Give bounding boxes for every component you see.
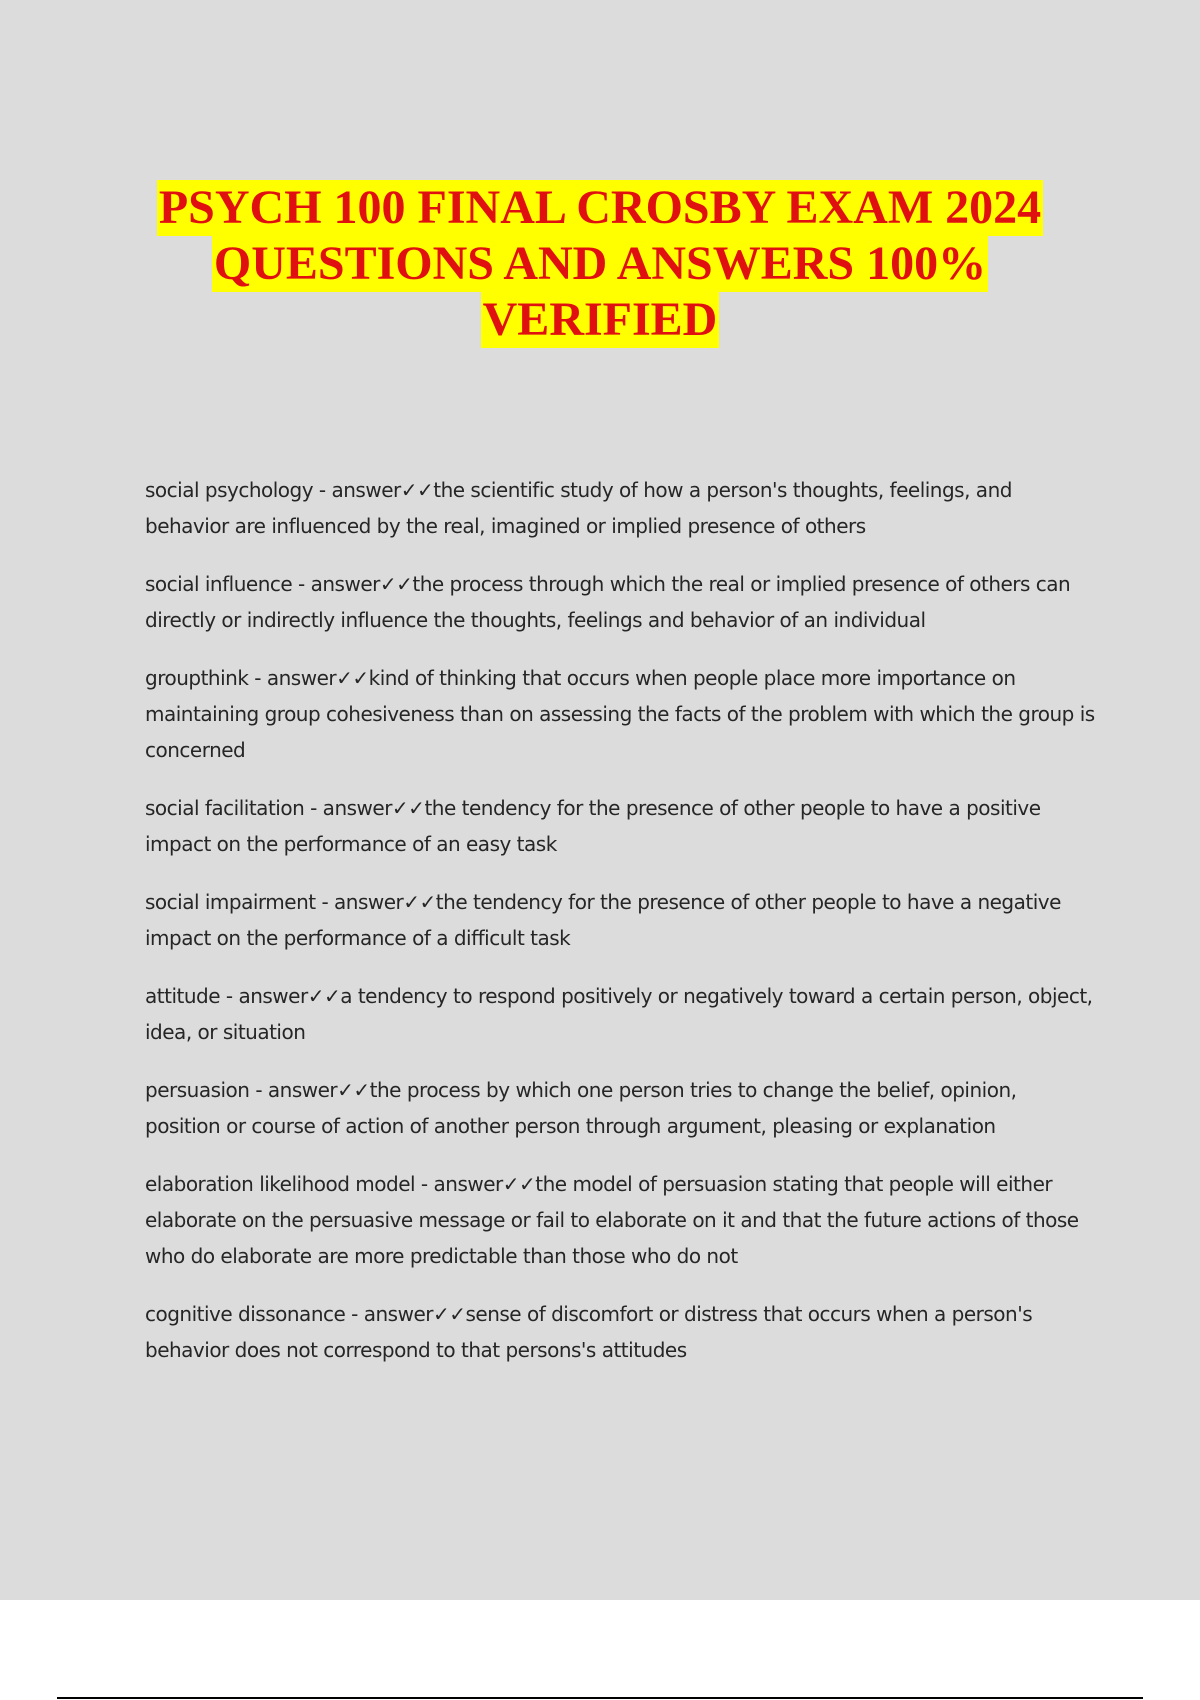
entry-definition: the process by which one person tries to change the belief, opinion, position or course of action of another person through argument, pleasing or explanation: [145, 1078, 1017, 1138]
qa-entry: [145, 472, 1095, 544]
checkmark-icon: ✓✓: [403, 890, 436, 914]
checkmark-icon: ✓✓: [337, 1078, 370, 1102]
entry-answer-label: - answer: [220, 984, 308, 1008]
entry-answer-label: - answer: [292, 572, 380, 596]
qa-list: [145, 472, 1095, 1390]
qa-entry: [145, 1296, 1095, 1368]
qa-entry: [145, 566, 1095, 638]
checkmark-icon: ✓✓: [432, 1302, 466, 1326]
entry-term: social influence: [145, 572, 293, 596]
checkmark-icon: ✓✓: [400, 478, 434, 502]
entry-term: social impairment: [145, 890, 316, 914]
page-footer-area: [0, 1600, 1200, 1700]
entry-answer-label: - answer: [249, 1078, 338, 1102]
entry-answer-label: - answer: [304, 796, 392, 820]
checkmark-icon: ✓✓: [307, 984, 341, 1008]
document-title: [0, 180, 1200, 348]
checkmark-icon: ✓✓: [502, 1172, 536, 1196]
qa-entry: [145, 884, 1095, 956]
entry-definition: kind of thinking that occurs when people place more importance on maintaining group cohesiveness than on assessing the facts of the problem with which the group is concerned: [145, 666, 1095, 762]
checkmark-icon: ✓✓: [391, 796, 425, 820]
qa-entry: [145, 1166, 1095, 1274]
qa-entry: [145, 660, 1095, 768]
entry-term: social psychology: [145, 478, 314, 502]
entry-definition: the scientific study of how a person's thoughts, feelings, and behavior are influenced by the real, imagined or implied presence of others: [145, 478, 1012, 538]
entry-definition: the tendency for the presence of other people to have a negative impact on the performance of a difficult task: [145, 890, 1061, 950]
entry-definition: the process through which the real or implied presence of others can directly or indirectly influence the thoughts, feelings and behavior of an individual: [145, 572, 1071, 632]
entry-answer-label: - answer: [415, 1172, 503, 1196]
entry-term: attitude: [145, 984, 221, 1008]
qa-entry: [145, 978, 1095, 1050]
entry-answer-label: - answer: [345, 1302, 433, 1326]
title-line-1: PSYCH 100 FINAL CROSBY EXAM 2024: [158, 181, 1042, 234]
entry-definition: the tendency for the presence of other people to have a positive impact on the performance of an easy task: [145, 796, 1041, 856]
entry-term: persuasion: [145, 1078, 250, 1102]
footer-divider: [57, 1697, 1143, 1699]
qa-entry: [145, 790, 1095, 862]
entry-term: social facilitation: [145, 796, 305, 820]
entry-definition: sense of discomfort or distress that occurs when a person's behavior does not correspond to that persons's attitudes: [145, 1302, 1033, 1362]
entry-term: elaboration likelihood model: [145, 1172, 416, 1196]
title-line-3: VERIFIED: [482, 293, 718, 346]
title-line-2: QUESTIONS AND ANSWERS 100%: [213, 237, 987, 290]
entry-term: cognitive dissonance: [145, 1302, 346, 1326]
checkmark-icon: ✓✓: [336, 666, 369, 690]
entry-term: groupthink: [145, 666, 249, 690]
qa-entry: [145, 1072, 1095, 1144]
entry-definition: a tendency to respond positively or negatively toward a certain person, object, idea, or situation: [145, 984, 1093, 1044]
entry-answer-label: - answer: [248, 666, 337, 690]
entry-answer-label: - answer: [315, 890, 404, 914]
entry-definition: the model of persuasion stating that people will either elaborate on the persuasive message or fail to elaborate on it and that the future actions of those who do elaborate are more predictable than those who do not: [145, 1172, 1079, 1268]
checkmark-icon: ✓✓: [379, 572, 413, 596]
entry-answer-label: - answer: [313, 478, 401, 502]
